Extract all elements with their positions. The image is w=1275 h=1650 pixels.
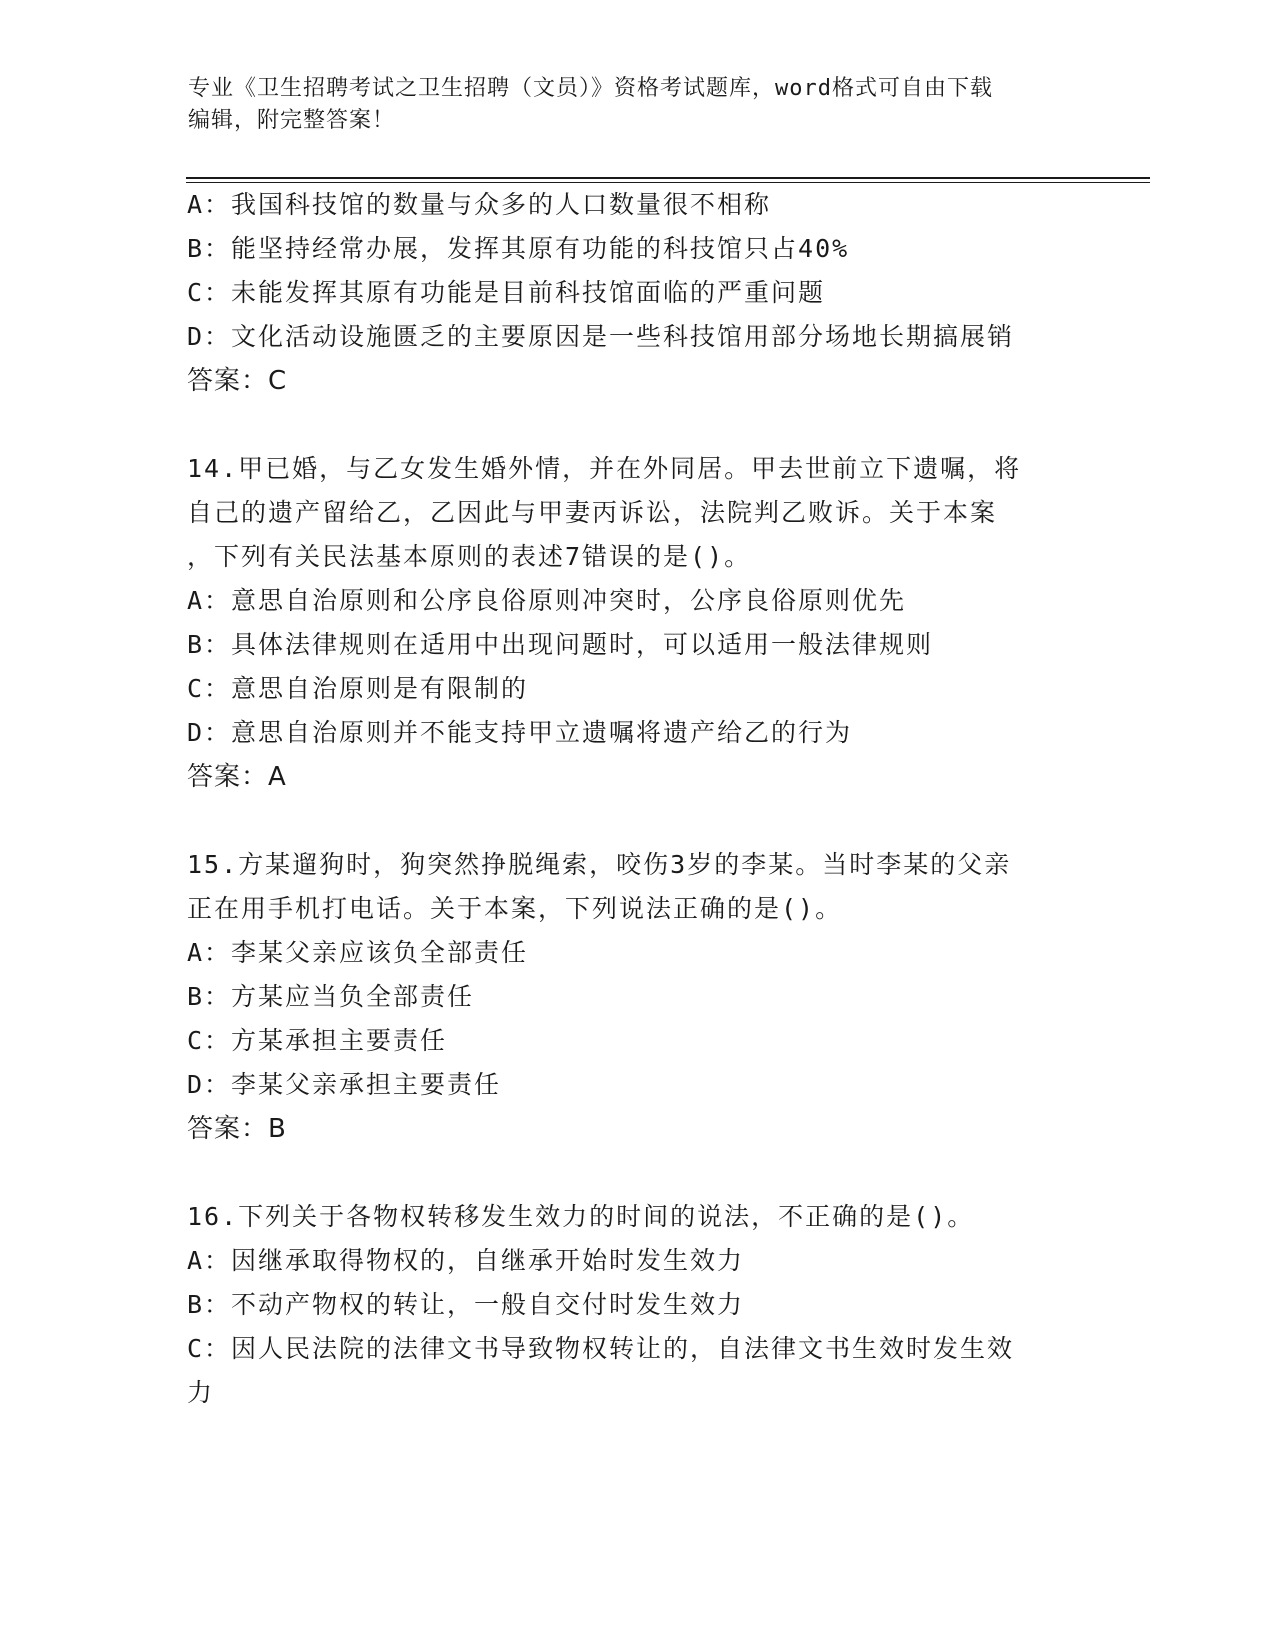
q14-stem-line-2: 自己的遗产留给乙，乙因此与甲妻丙诉讼，法院判乙败诉。关于本案	[187, 498, 998, 527]
q13-option-d: D：文化活动设施匮乏的主要原因是一些科技馆用部分场地长期搞展销	[187, 322, 1015, 351]
q16-option-a: A：因继承取得物权的，自继承开始时发生效力	[187, 1246, 745, 1275]
q16-stem-line-1: 16.下列关于各物权转移发生效力的时间的说法，不正确的是()。	[187, 1202, 975, 1231]
q13-option-b: B：能坚持经常办展，发挥其原有功能的科技馆只占40%	[187, 234, 850, 263]
q14-stem-line-1: 14.甲已婚，与乙女发生婚外情，并在外同居。甲去世前立下遗嘱，将	[187, 454, 1022, 483]
header-line-2: 编辑，附完整答案！	[188, 108, 396, 133]
q16-option-b: B：不动产物权的转让，一般自交付时发生效力	[187, 1290, 745, 1319]
q15-option-b: B：方某应当负全部责任	[187, 982, 475, 1011]
q14-option-c: C：意思自治原则是有限制的	[187, 674, 529, 703]
q14-option-a: A：意思自治原则和公序良俗原则冲突时，公序良俗原则优先	[187, 586, 907, 615]
q15-answer: 答案：B	[187, 1114, 287, 1144]
q14-answer: 答案：A	[187, 762, 287, 792]
q14-option-d: D：意思自治原则并不能支持甲立遗嘱将遗产给乙的行为	[187, 718, 853, 747]
q13-option-a: A：我国科技馆的数量与众多的人口数量很不相称	[187, 190, 772, 219]
q16-option-c-line-1: C：因人民法院的法律文书导致物权转让的，自法律文书生效时发生效	[187, 1334, 1015, 1363]
q13-answer: 答案：C	[187, 366, 288, 396]
q15-stem-line-1: 15.方某遛狗时，狗突然挣脱绳索，咬伤3岁的李某。当时李某的父亲	[187, 850, 1012, 879]
q16-option-c-line-2: 力	[187, 1378, 215, 1407]
header-rule-thick	[186, 177, 1150, 179]
header-line-1: 专业《卫生招聘考试之卫生招聘（文员）》资格考试题库，word格式可自由下载	[188, 76, 993, 101]
document-header	[188, 73, 1088, 137]
q13-option-c: C：未能发挥其原有功能是目前科技馆面临的严重问题	[187, 278, 826, 307]
q15-option-c: C：方某承担主要责任	[187, 1026, 448, 1055]
q15-option-d: D：李某父亲承担主要责任	[187, 1070, 502, 1099]
q14-stem-line-3: ，下列有关民法基本原则的表述7错误的是()。	[187, 542, 752, 571]
header-rule-thin	[186, 182, 1150, 183]
q15-option-a: A：李某父亲应该负全部责任	[187, 938, 529, 967]
q15-stem-line-2: 正在用手机打电话。关于本案，下列说法正确的是()。	[187, 894, 843, 923]
q14-option-b: B：具体法律规则在适用中出现问题时，可以适用一般法律规则	[187, 630, 934, 659]
